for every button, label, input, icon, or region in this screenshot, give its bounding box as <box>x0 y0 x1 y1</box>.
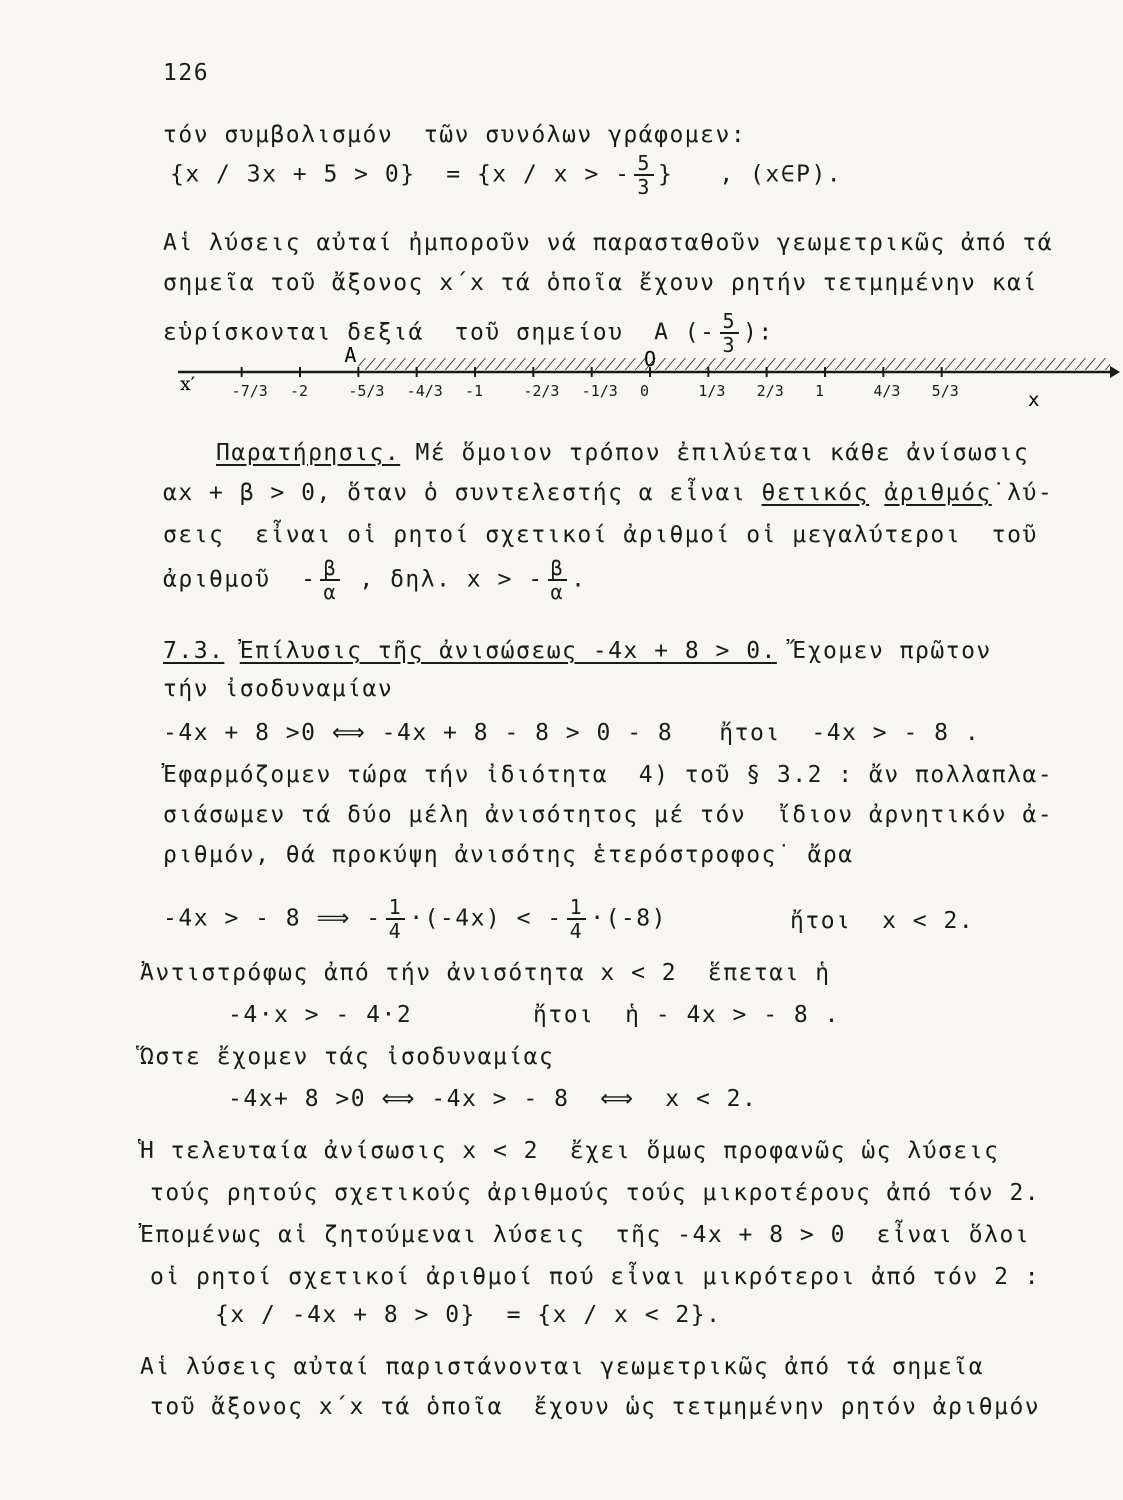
fraction-numerator: 5 <box>720 310 740 334</box>
fraction-5-3 <box>634 152 654 198</box>
equation-16-result: ἤτοι x < 2. <box>790 908 975 934</box>
text-line-23: Ἐπομένως αἱ ζητούμεναι λύσεις τῆς -4x + 8 > 0 εἶναι ὅλοι <box>140 1222 1031 1248</box>
text-line-15: ριθμόν, θά προκύψη ἀνισότης ἑτερόστροφος˙ ἄρα <box>163 842 854 868</box>
fraction-1-4-second <box>567 896 587 942</box>
equation-16-c: ·(-8) <box>590 905 667 932</box>
equation-16-b: ·(-4x) < - <box>409 905 563 932</box>
fraction-numerator: 1 <box>567 896 587 920</box>
word-number: ἀριθμός <box>884 480 992 506</box>
section-title: Ἐπίλυσις τῆς ἀνισώσεως -4x + 8 > 0. <box>239 638 777 664</box>
section-heading <box>163 636 992 666</box>
word-positive: θετικός <box>761 480 869 506</box>
axis-left-label: x′ <box>180 373 196 395</box>
text-line-22: τούς ρητούς σχετικούς ἀριθμούς τούς μικροτέρους ἀπό τόν 2. <box>150 1180 1041 1206</box>
text-line-8: σεις εἶναι οἱ ρητοί σχετικοί ἀριθμοί οἱ μεγαλύτεροι τοῦ <box>163 522 1038 548</box>
fraction-1-4-first <box>386 896 406 942</box>
page-number: 126 <box>163 60 210 86</box>
text-line-9 <box>163 557 586 603</box>
fraction-beta-alpha-1 <box>320 557 340 603</box>
tick-label: -4/3 <box>406 382 443 400</box>
axis-right-label: x <box>1028 389 1040 411</box>
tick-label: -5/3 <box>348 382 385 400</box>
tick-label: -1 <box>465 382 484 400</box>
fraction-denominator: 3 <box>722 333 737 357</box>
equation-line-20: -4x+ 8 >0 ⟺ -4x > - 8 ⟺ x < 2. <box>228 1086 758 1112</box>
text-line-17: Ἀντιστρόφως ἀπό τήν ἀνισότητα x < 2 ἕπεται ἡ <box>140 960 831 986</box>
text-line-11: τήν ἰσοδυναμίαν <box>163 676 394 702</box>
text-line-19: Ὥστε ἔχομεν τάς ἰσοδυναμίας <box>140 1044 555 1070</box>
text-line-9-b: , δηλ. x > - <box>344 566 544 593</box>
tick-label: -7/3 <box>231 382 268 400</box>
fraction-denominator: 3 <box>637 175 651 199</box>
observation-text: Μέ ὅμοιον τρόπον ἐπιλύεται κάθε ἀνίσωσις <box>400 440 1030 466</box>
fraction-denominator: 4 <box>388 919 403 943</box>
section-number: 7.3. <box>163 638 225 664</box>
fraction-denominator: α <box>323 580 338 604</box>
equation-line-16 <box>163 896 667 942</box>
text-line-7-left: αx + β > 0, ὅταν ὁ συντελεστής α εἶναι <box>163 480 762 506</box>
fraction-numerator: 1 <box>386 896 406 920</box>
fraction-beta-alpha-2 <box>548 557 568 603</box>
set-equation-1 <box>170 152 842 198</box>
text-line-4: σημεῖα τοῦ ἄξονος x΄x τά ὁποῖα ἔχουν ρητήν τετμημένην καί <box>163 270 1038 296</box>
tick-label: -2 <box>290 382 309 400</box>
text-line-24: οἱ ρητοί σχετικοί ἀριθμοί πού εἶναι μικρότεροι ἀπό τόν 2 : <box>150 1264 1041 1290</box>
fraction-denominator: α <box>550 580 565 604</box>
tick-label: 4/3 <box>873 382 901 400</box>
equation-16-a: -4x > - 8 ⟹ - <box>163 905 382 932</box>
text-line-13: Ἐφαρμόζομεν τώρα τήν ἰδιότητα 4) τοῦ § 3.2 : ἄν πολλαπλα- <box>163 762 1054 788</box>
text-line-7-right: ˙λύ- <box>991 480 1054 506</box>
fraction-numerator: β <box>320 557 340 581</box>
text-line-1: τόν συμβολισμόν τῶν συνόλων γράφομεν: <box>163 122 747 148</box>
text-line-5-right: ): <box>743 319 774 346</box>
number-line <box>160 340 1120 420</box>
set-equation-1-left: {x / 3x + 5 > 0} = {x / x > - <box>170 161 631 188</box>
set-equation-1-right: } , (x∈P). <box>657 161 843 188</box>
set-equation-2: {x / -4x + 8 > 0} = {x / x < 2}. <box>215 1302 722 1328</box>
text-line-9-a: ἀριθμοῦ - <box>163 566 317 593</box>
tick-label: -1/3 <box>581 382 618 400</box>
fraction-denominator: 4 <box>569 919 584 943</box>
text-line-7 <box>163 478 1053 508</box>
text-line-21: Ἡ τελευταία ἀνίσωσις x < 2 ἔχει ὅμως προφανῶς ὡς λύσεις <box>140 1138 1000 1164</box>
tick-label: 1/3 <box>698 382 726 400</box>
tick-label: 1 <box>815 382 825 400</box>
solution-hatch <box>358 358 1110 370</box>
tick-label: -2/3 <box>523 382 560 400</box>
tick-label: 2/3 <box>756 382 784 400</box>
text-line-26: Αἱ λύσεις αὐταί παριστάνονται γεωμετρικῶς ἀπό τά σημεῖα <box>140 1354 985 1380</box>
equation-line-12: -4x + 8 >0 ⟺ -4x + 8 - 8 > 0 - 8 ἤτοι -4x > - 8 . <box>163 720 981 746</box>
equation-18-left: -4·x > - 4·2 <box>228 1002 413 1028</box>
text-line-9-c: . <box>571 566 587 593</box>
text-line-27: τοῦ ἄξονος x΄x τά ὁποῖα ἔχουν ὡς τετμημένην ρητόν ἀριθμόν <box>150 1394 1041 1420</box>
observation-line <box>216 438 1029 468</box>
fraction-numerator: β <box>548 557 568 581</box>
point-o-label: O <box>644 347 657 371</box>
fraction-numerator: 5 <box>634 152 654 176</box>
observation-title: Παρατήρησις. <box>216 440 401 466</box>
axis-arrowhead <box>1110 366 1120 378</box>
tick-label: 5/3 <box>931 382 959 400</box>
text-line-14: σιάσωμεν τά δύο μέλη ἀνισότητος μέ τόν ἴδιον ἀρνητικόν ἀ- <box>163 802 1054 828</box>
tick-label: 0 <box>640 382 650 400</box>
text-line-5-left: εὑρίσκονται δεξιά τοῦ σημείου Α (- <box>163 319 716 346</box>
section-heading-rest: Ἔχομεν πρῶτον <box>776 638 992 664</box>
text-line-3: Αἱ λύσεις αὐταί ἠμποροῦν νά παρασταθοῦν γεωμετρικῶς ἀπό τά <box>163 230 1054 256</box>
equation-18-right: ἤτοι ἡ - 4x > - 8 . <box>533 1002 840 1028</box>
point-a-label: A <box>344 343 357 367</box>
